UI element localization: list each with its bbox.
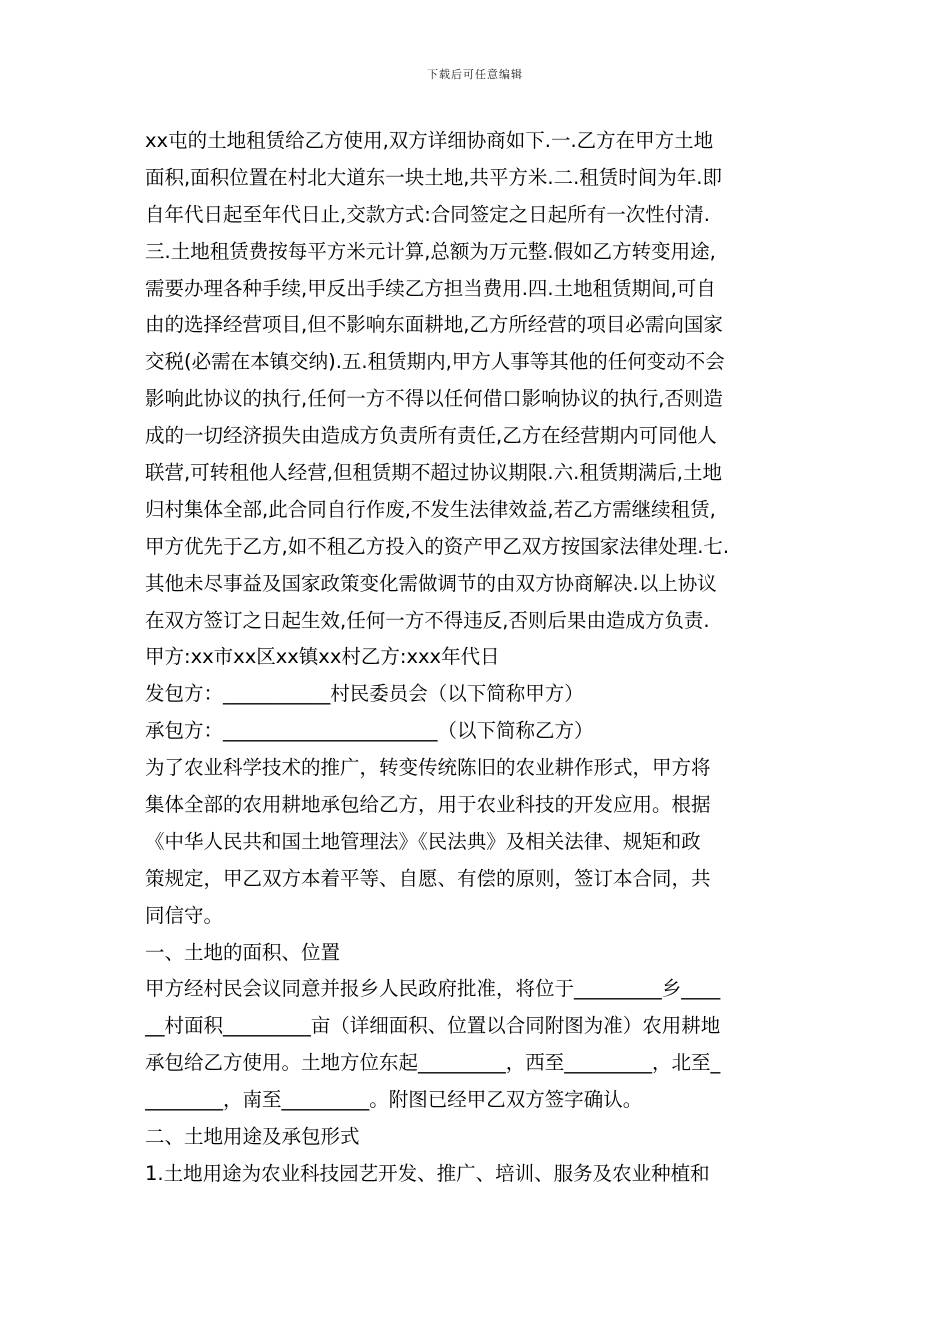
text-line: 面积,面积位置在村北大道东一块土地,共平方米.二.租赁时间为年.即 (145, 165, 722, 189)
document-body (145, 123, 815, 1193)
text-line: 策规定，甲乙双方本着平等、自愿、有偿的原则，签订本合同，共 (145, 866, 711, 890)
text-line: 同信守。 (145, 903, 224, 927)
page-header-note: 下载后可任意编辑 (427, 68, 523, 81)
text-line: 《中华人民共和国土地管理法》《民法典》及相关法律、规矩和政 (145, 829, 701, 853)
text-line: 其他未尽事益及国家政策变化需做调节的由双方协商解决.以上协议 (145, 571, 717, 595)
text-line: 由的选择经营项目,但不影响东面耕地,乙方所经营的项目必需向国家 (145, 313, 723, 337)
section-heading: 一、土地的面积、位置 (145, 940, 341, 964)
text-line: 在双方签订之日起生效,任何一方不得违反,否则后果由造成方负责. (145, 608, 710, 632)
text-line: 影响此协议的执行,任何一方不得以任何借口影响协议的执行,否则造 (145, 387, 723, 411)
text-line: 需要办理各种手续,甲反出手续乙方担当费用.四.土地租赁期间,可自 (145, 276, 716, 300)
text-line: __村面积_________亩（详细面积、位置以合同附图为准）农用耕地 (145, 1014, 721, 1038)
text-line: 1.土地用途为农业科技园艺开发、推广、培训、服务及农业种植和 (145, 1161, 710, 1185)
text-line: 三.土地租赁费按每平方米元计算,总额为万元整.假如乙方转变用途, (145, 239, 716, 263)
text-line: 甲方经村民会议同意并报乡人民政府批准，将位于_________乡____ (145, 977, 721, 1001)
text-line: 自年代日起至年代日止,交款方式:合同签定之日起所有一次性付清. (145, 202, 710, 226)
text-line: 甲方优先于乙方,如不租乙方投入的资产甲乙双方按国家法律处理.七. (145, 534, 730, 558)
text-line: 归村集体全部,此合同自行作废,不发生法律效益,若乙方需继续租赁, (145, 497, 716, 521)
text-line: 成的一切经济损失由造成方负责所有责任,乙方在经营期内可同他人 (145, 424, 717, 448)
text-line: xx屯的土地租赁给乙方使用,双方详细协商如下.一.乙方在甲方土地 (145, 129, 714, 152)
contractor-party-a-line: 发包方：___________村民委员会（以下简称甲方） (145, 682, 584, 706)
text-line: ________，南至_________。附图已经甲乙双方签字确认。 (145, 1088, 643, 1112)
text-line: 联营,可转租他人经营,但租赁期不超过协议期限.六.租赁期满后,土地 (145, 461, 722, 485)
text-line: 集体全部的农用耕地承包给乙方，用于农业科技的开发应用。根据 (145, 793, 711, 817)
contractor-party-b-line: 承包方：______________________（以下简称乙方） (145, 719, 594, 743)
text-line: 承包给乙方使用。土地方位东起_________，西至_________，北至_ (145, 1051, 721, 1075)
text-line: 为了农业科学技术的推广，转变传统陈旧的农业耕作形式，甲方将 (145, 756, 711, 780)
signature-line: 甲方:xx市xx区xx镇xx村乙方:xxx年代日 (145, 645, 500, 669)
text-line: 交税(必需在本镇交纳).五.租赁期内,甲方人事等其他的任何变动不会 (145, 350, 725, 374)
section-heading: 二、土地用途及承包形式 (145, 1125, 360, 1149)
